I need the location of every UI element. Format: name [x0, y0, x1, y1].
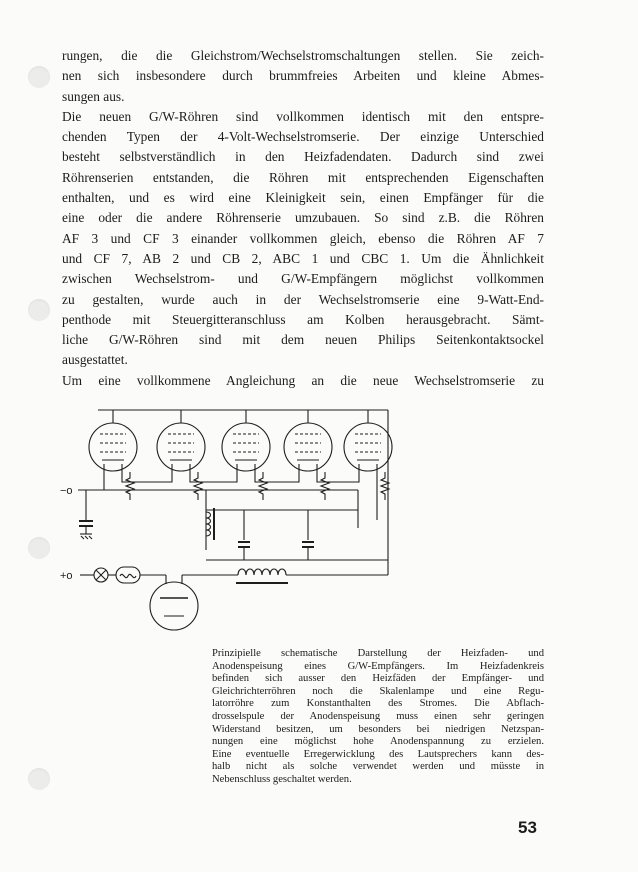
caption-line: Prinzipielle schematische Darstellung der Heizfaden- und: [212, 648, 544, 659]
caption-line: Widerstand besitzen, um besonders bei niedrigen Netzspan-: [212, 723, 544, 735]
punch-hole-bottom: [28, 768, 50, 790]
text-line: zwischen Wechselstrom- und G/W-Empfängern möglichst vollkommen: [62, 271, 544, 287]
caption-line: Anodenspeisung eines G/W-Empfängers. Im Heizfadenkreis: [212, 660, 544, 672]
tube-5: [344, 410, 392, 476]
smoothing-choke: [238, 569, 286, 575]
paragraph-tubes: [62, 107, 544, 371]
text-line: sungen aus.: [62, 88, 125, 104]
text-line: enthalten, und es wird eine Kleinigkeit sein, einen Empfänger für die: [62, 190, 544, 206]
tube-2: [157, 410, 205, 476]
punch-hole-lower-middle: [28, 537, 50, 559]
resistor-2: [194, 472, 202, 500]
resistor-1: [126, 472, 134, 500]
caption-line: Eine eventuelle Erregerwicklung des Lautsprechers kann des-: [212, 748, 544, 760]
text-line: penthode mit Steuergitteranschluss am Kolben herausgebracht. Sämt-: [62, 311, 544, 327]
resistor-3: [259, 472, 267, 500]
body-text: [62, 46, 544, 391]
punch-hole-upper-middle: [28, 299, 50, 321]
rectifier-tube: [150, 575, 198, 630]
choke-coil-vertical: [206, 512, 211, 536]
text-line: rungen, die die Gleichstrom/Wechselstromschaltungen stellen. Sie zeich-: [62, 48, 544, 63]
minus-terminal: −o: [60, 485, 73, 497]
tube-3: [222, 410, 270, 476]
caption-line: Gleichrichterröhren noch die Skalenlampe und eine Regu-: [212, 685, 544, 697]
caption-line: befinden sich ausser den Heizfäden der Empfänger- und: [212, 673, 544, 685]
tube-4: [284, 410, 332, 476]
text-line: eine oder die andere Röhrenserie umzubauen. So sind z.B. die Röhren: [62, 210, 544, 226]
text-line: chenden Typen der 4-Volt-Wechselstromserie. Der einzige Unterschied: [62, 129, 544, 145]
heater-chain: [93, 476, 377, 520]
text-line: nen sich insbesondere durch brummfreies Arbeiten und kleine Abmes-: [62, 68, 544, 84]
text-line: besteht selbstverständlich in den Heizfadendaten. Dadurch sind zwei: [62, 149, 544, 165]
text-line: liche G/W-Röhren sind mit dem neuen Philips Seitenkontaktsockel: [62, 332, 544, 348]
plus-terminal: +o: [60, 570, 73, 582]
text-line: zu gestalten, wurde auch in der Wechselstromserie eine 9-Watt-End-: [62, 291, 544, 307]
text-line: Um eine vollkommene Angleichung an die neue Wechselstromserie zu: [62, 372, 544, 388]
caption-line: latorröhre zum Konstanthalten des Stromes. Die Abflach-: [212, 698, 544, 710]
text-line: Die neuen G/W-Röhren sind vollkommen identisch mit den entspre-: [62, 108, 544, 124]
caption-line: drosselspule der Anodenspeisung muss einen sehr geringen: [212, 710, 544, 722]
caption-line: halb nicht als solche verwendet werden und müsste in: [212, 761, 544, 773]
text-line: ausgestattet.: [62, 352, 128, 368]
paragraph-intro: [62, 46, 544, 107]
page-number: 53: [518, 818, 537, 837]
text-line: Röhrenserien entstanden, die Röhren mit entsprechenden Eigenschaften: [62, 169, 544, 185]
paragraph-continuation: [62, 371, 544, 391]
circuit-diagram: [58, 400, 418, 640]
resistor-4: [321, 472, 329, 500]
figure-caption: [212, 648, 544, 787]
tube-1: [89, 410, 137, 476]
caption-line: nungen eine möglichst hohe Anodenspannung zu erzielen.: [212, 736, 544, 748]
caption-line: Nebenschluss geschaltet werden.: [212, 773, 352, 785]
text-line: und CF 7, AB 2 und CB 2, ABC 1 und CBC 1. Um die Ähnlichkeit: [62, 250, 544, 266]
punch-hole-top: [28, 66, 50, 88]
text-line: AF 3 und CF 3 einander vollkommen gleich, ebenso die Röhren AF 7: [62, 230, 544, 246]
